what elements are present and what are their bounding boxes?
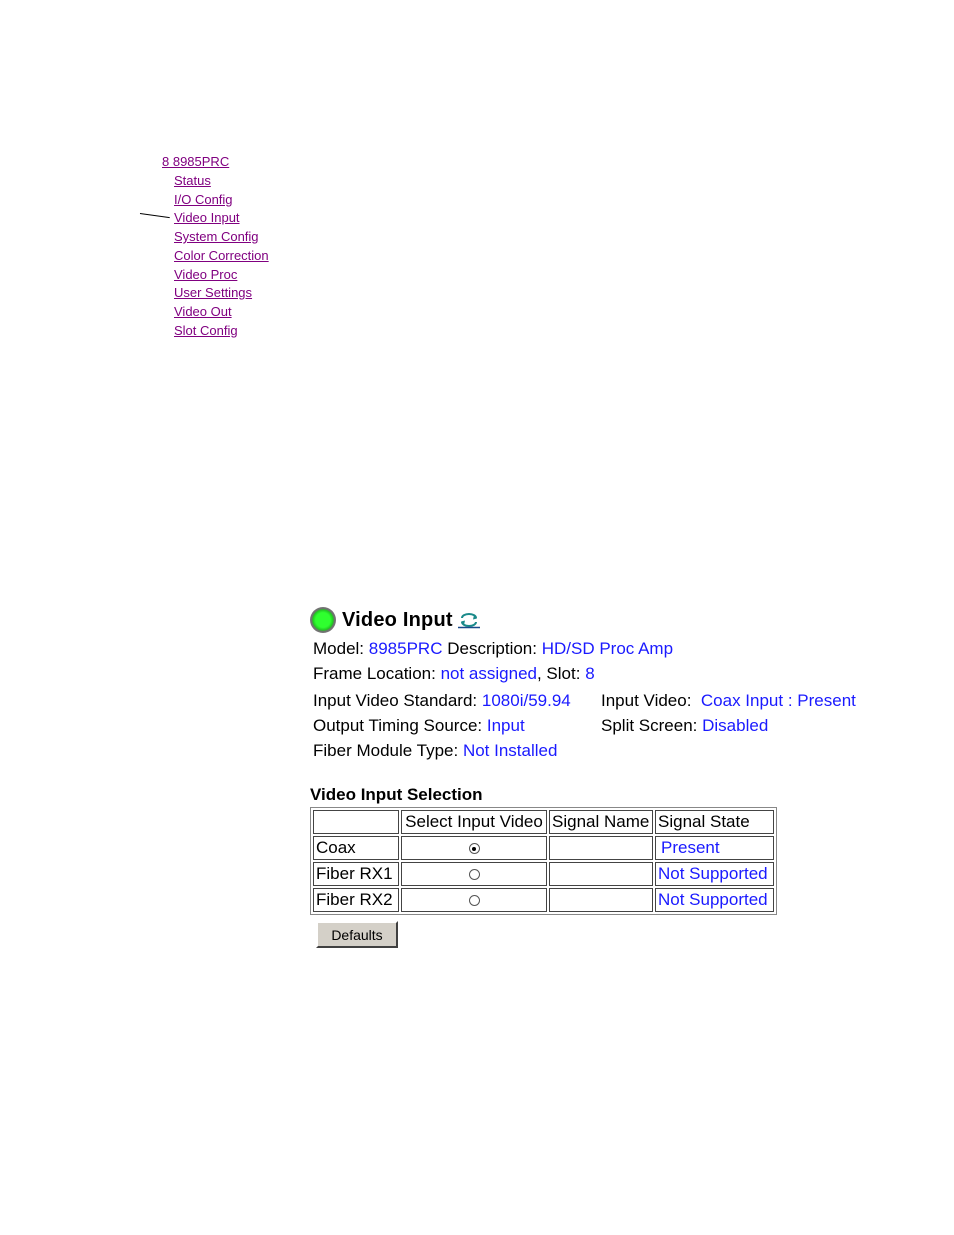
frame-location-value: not assigned (440, 664, 537, 683)
module-info (313, 636, 910, 763)
fiber-module-value: Not Installed (462, 741, 558, 760)
row-name-fiber-rx1: Fiber RX1 (313, 862, 399, 886)
timing-label: Output Timing Source: (313, 716, 483, 735)
input-video-source: Coax Input (700, 691, 784, 710)
fiber-module-row (313, 738, 910, 763)
input-standard-col (313, 688, 601, 713)
split-screen-value: Disabled (702, 716, 769, 735)
nav-item-status[interactable]: Status (174, 172, 211, 188)
input-video-separator: : (783, 691, 798, 710)
table-row (313, 888, 774, 912)
split-screen-col (601, 713, 768, 738)
nav-item-video-out[interactable]: Video Out (174, 304, 232, 319)
fiber-rx2-radio[interactable] (469, 895, 480, 906)
video-input-panel (310, 604, 910, 948)
description-value: HD/SD Proc Amp (541, 639, 674, 658)
description-label: Description: (447, 639, 537, 658)
nav-item-video-input[interactable]: Video Input (174, 210, 240, 226)
nav-item-video-proc[interactable]: Video Proc (174, 266, 238, 282)
panel-header (310, 604, 910, 636)
header-cell-select-input: Select Input Video (401, 810, 547, 834)
input-video-state: Present (797, 691, 856, 710)
model-row (313, 636, 910, 661)
input-standard-row (313, 688, 910, 713)
nav-item-system-config[interactable]: System Config (174, 229, 259, 244)
row-name-coax: Coax (313, 836, 399, 860)
input-standard-value: 1080i/59.94 (481, 691, 571, 710)
table-header-row (313, 810, 774, 834)
header-cell-signal-state: Signal State (655, 810, 774, 834)
timing-col (313, 713, 601, 738)
nav-root-link[interactable]: 8 8985PRC (162, 154, 230, 169)
row-signal-name (549, 862, 653, 886)
video-input-selection-title: Video Input Selection (310, 785, 483, 804)
fiber-module-label: Fiber Module Type: (313, 741, 459, 760)
refresh-icon[interactable] (457, 611, 481, 629)
nav-children (162, 172, 269, 341)
frame-location-label: Frame Location: (313, 664, 436, 683)
model-value: 8985PRC (368, 639, 443, 658)
row-signal-name (549, 888, 653, 912)
row-signal-state[interactable]: Not Supported (655, 862, 774, 886)
header-cell-empty (313, 810, 399, 834)
nav-item-slot-config[interactable]: Slot Config (174, 322, 238, 338)
timing-row (313, 713, 910, 738)
row-signal-name (549, 836, 653, 860)
input-video-label: Input Video: (601, 691, 692, 710)
row-name-fiber-rx2: Fiber RX2 (313, 888, 399, 912)
row-select-cell (401, 888, 547, 912)
frame-location-row (313, 661, 910, 686)
slot-value: 8 (585, 664, 595, 683)
nav-tree (162, 153, 269, 341)
row-select-cell (401, 836, 547, 860)
table-row (313, 836, 774, 860)
fiber-rx1-radio[interactable] (469, 869, 480, 880)
page-title: Video Input (342, 608, 453, 631)
input-standard-label: Input Video Standard: (313, 691, 478, 710)
nav-item-io-config[interactable]: I/O Config (174, 191, 233, 207)
table-row (313, 862, 774, 886)
defaults-button[interactable]: Defaults (316, 921, 398, 948)
row-signal-state[interactable]: Not Supported (655, 888, 774, 912)
coax-radio[interactable] (469, 843, 480, 854)
input-video-col (601, 688, 856, 713)
split-screen-label: Split Screen: (601, 716, 698, 735)
slot-label: , Slot: (536, 664, 581, 683)
timing-value: Input (486, 716, 525, 735)
nav-item-color-correction[interactable]: Color Correction (174, 247, 269, 263)
video-input-selection-table (310, 807, 777, 915)
green-status-led-icon (310, 607, 336, 633)
row-select-cell (401, 862, 547, 886)
model-label: Model: (313, 639, 365, 658)
nav-item-user-settings[interactable]: User Settings (174, 285, 253, 301)
header-cell-signal-name: Signal Name (549, 810, 653, 834)
row-signal-state[interactable]: Present (655, 836, 774, 860)
